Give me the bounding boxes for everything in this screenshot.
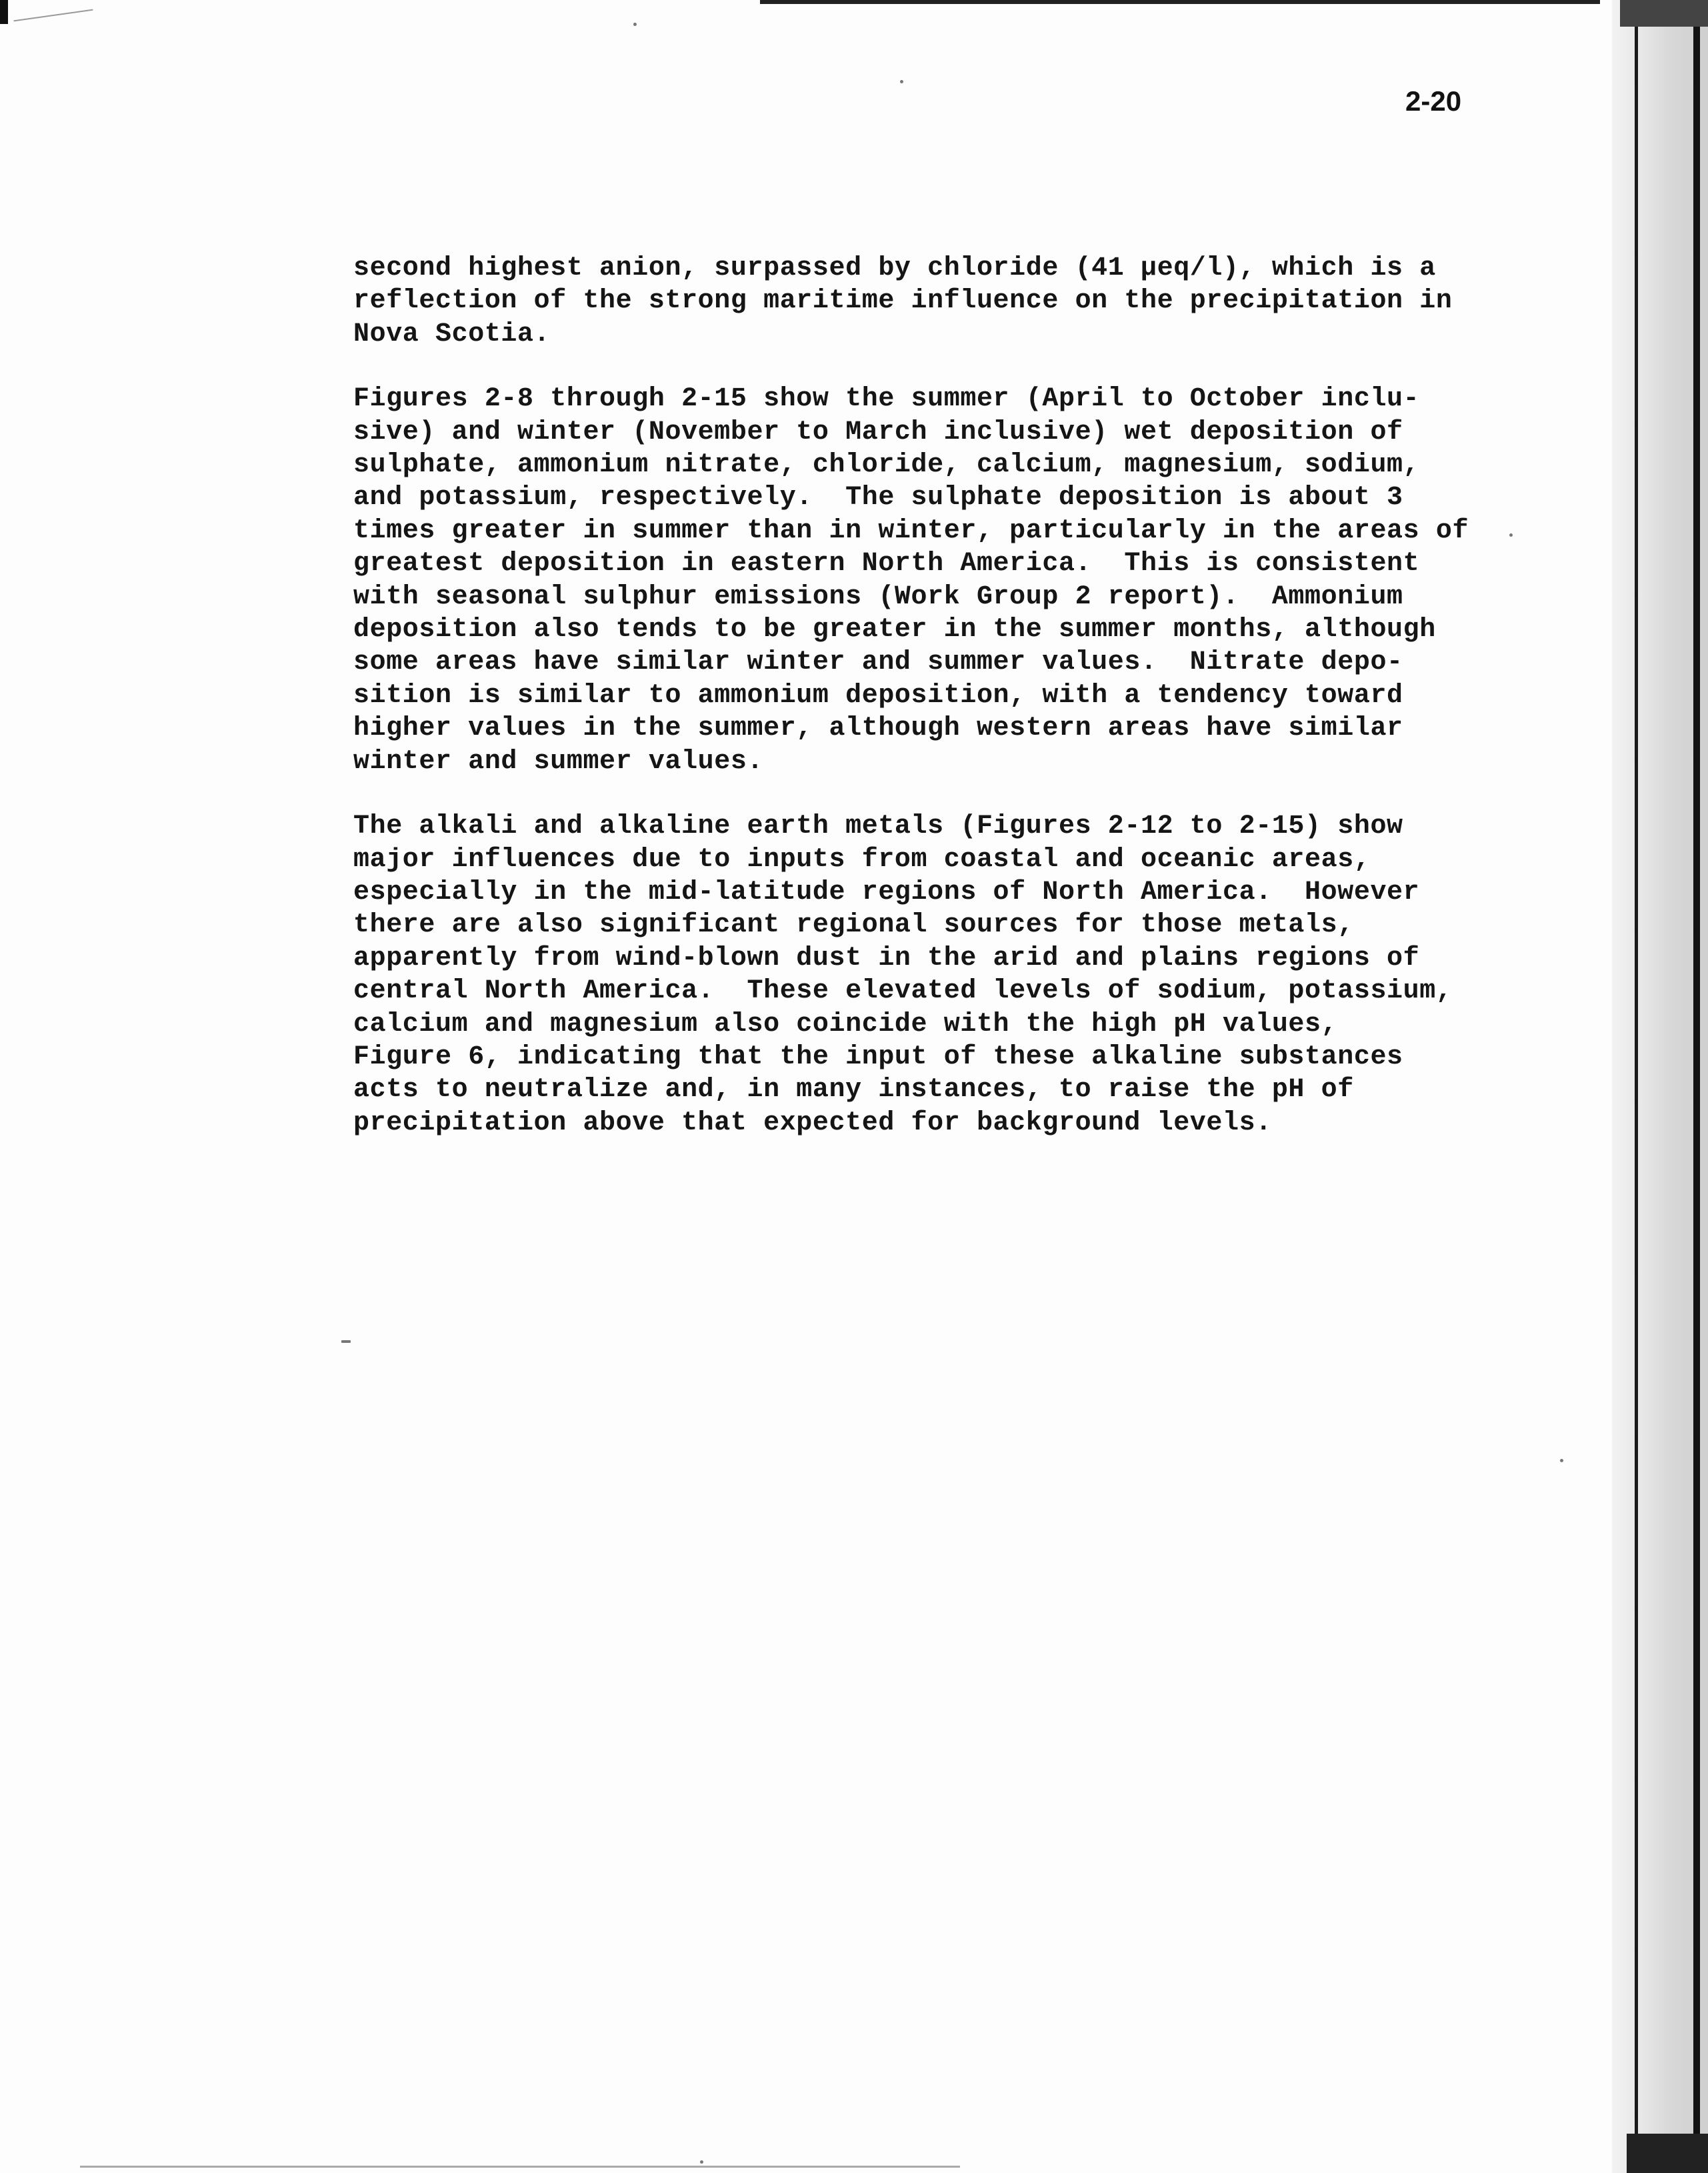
paragraph-3 [353, 810, 1500, 1140]
text-line: Nova Scotia. [353, 319, 551, 349]
text-line: central North America. These elevated levels of sodium, potassium, [353, 976, 1453, 1007]
body-text [353, 252, 1500, 1172]
text-line: winter and summer values. [353, 746, 764, 777]
paragraph-2 [353, 383, 1500, 778]
page-number: 2-20 [1405, 85, 1462, 117]
text-line: and potassium, respectively. The sulphate deposition is about 3 [353, 483, 1403, 513]
text-line: The alkali and alkaline earth metals (Figures 2-12 to 2-15) show [353, 811, 1403, 842]
text-line: sulphate, ammonium nitrate, chloride, calcium, magnesium, sodium, [353, 450, 1420, 481]
text-line: precipitation above that expected for background levels. [353, 1108, 1272, 1138]
scan-speck [1509, 533, 1513, 537]
scan-artifact-right-edge-bottom [1627, 2134, 1708, 2173]
text-line: with seasonal sulphur emissions (Work Group 2 report). Ammonium [353, 581, 1403, 612]
text-line: deposition also tends to be greater in the summer months, although [353, 615, 1436, 645]
scan-artifact-right-edge-top [1620, 0, 1708, 27]
scan-speck [900, 80, 903, 83]
scan-speck [633, 23, 637, 26]
text-line: major influences due to inputs from coastal and oceanic areas, [353, 844, 1371, 875]
scan-artifact-mark [0, 0, 8, 24]
text-line: second highest anion, surpassed by chloride (41 µeq/l), which is a [353, 253, 1436, 283]
text-line: reflection of the strong maritime influence on the precipitation in [353, 286, 1453, 317]
text-line: higher values in the summer, although western areas have similar [353, 713, 1403, 744]
text-line: there are also significant regional sources for those metals, [353, 910, 1354, 941]
text-line: especially in the mid-latitude regions of North America. However [353, 877, 1420, 907]
text-line: Figure 6, indicating that the input of these alkaline substances [353, 1041, 1403, 1072]
paragraph-1 [353, 252, 1500, 351]
text-line: some areas have similar winter and summer values. Nitrate depo- [353, 647, 1403, 678]
text-line: sive) and winter (November to March inclusive) wet deposition of [353, 417, 1403, 447]
text-line: Figures 2-8 through 2-15 show the summer (April to October inclu- [353, 384, 1420, 415]
scan-artifact-right-line [1635, 27, 1638, 2147]
text-line: sition is similar to ammonium deposition, with a tendency toward [353, 680, 1403, 711]
text-line: calcium and magnesium also coincide with the high pH values, [353, 1009, 1338, 1039]
scan-artifact-right-line-outer [1693, 27, 1700, 2147]
text-line: greatest deposition in eastern North America. This is consistent [353, 549, 1420, 579]
text-line: apparently from wind-blown dust in the arid and plains regions of [353, 943, 1420, 973]
scan-artifact-bottom-rule [80, 2166, 960, 2168]
scan-speck [341, 1340, 351, 1343]
scan-artifact-dash [13, 9, 93, 22]
scan-speck [700, 2160, 703, 2164]
text-line: times greater in summer than in winter, particularly in the areas of [353, 515, 1469, 546]
scan-speck [1560, 1459, 1563, 1462]
scan-artifact-top-rule [760, 0, 1600, 4]
text-line: acts to neutralize and, in many instances, to raise the pH of [353, 1075, 1354, 1106]
